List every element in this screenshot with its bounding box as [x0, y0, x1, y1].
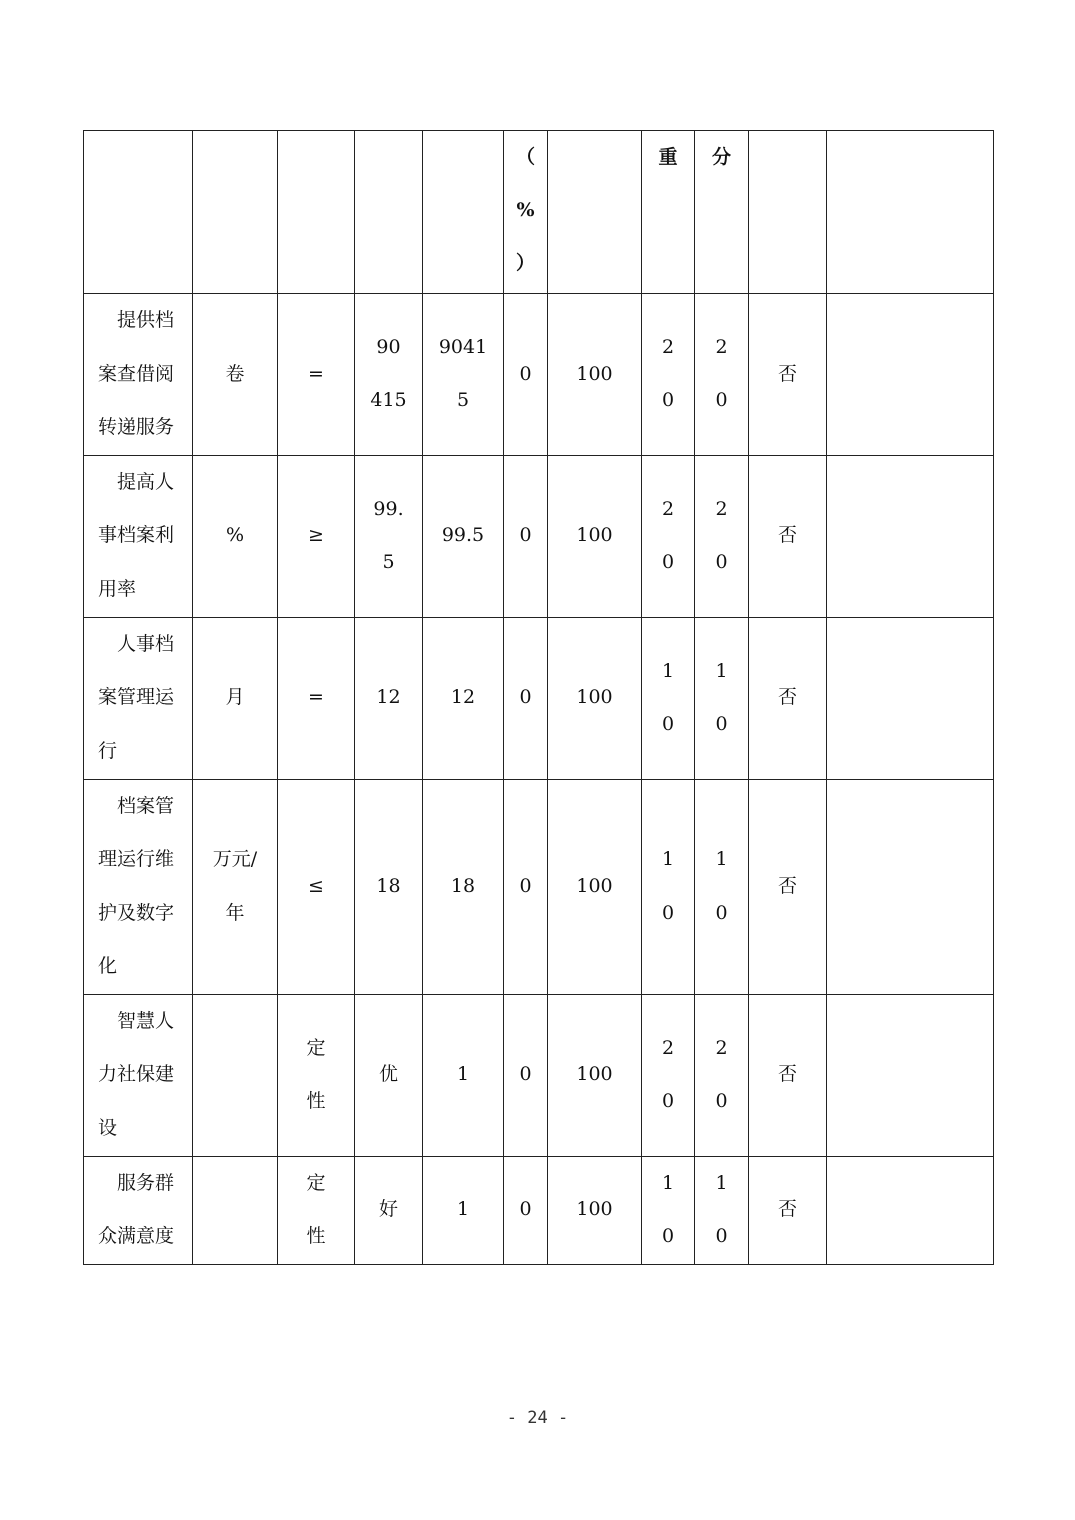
cell-unit: 月	[193, 617, 278, 779]
cell-deviation: 0	[504, 1156, 548, 1264]
cell-indicator: 服务群众满意度	[84, 1156, 193, 1264]
cell-score: 2 0	[695, 294, 749, 456]
table-row	[84, 455, 994, 617]
cell-target: 好	[355, 1156, 423, 1264]
cell-remark	[827, 779, 994, 994]
header-cell-weight: 重	[642, 131, 695, 294]
cell-actual: 9041 5	[423, 294, 504, 456]
cell-target: 18	[355, 779, 423, 994]
cell-indicator: 档案管理运行维护及数字化	[84, 779, 193, 994]
cell-remark	[827, 294, 994, 456]
header-cell-1	[84, 131, 193, 294]
cell-score: 1 0	[695, 1156, 749, 1264]
cell-weight: 2 0	[642, 455, 695, 617]
cell-score: 1 0	[695, 617, 749, 779]
table-row	[84, 617, 994, 779]
cell-score: 1 0	[695, 779, 749, 994]
cell-score-rate: 100	[548, 294, 642, 456]
cell-score-rate: 100	[548, 994, 642, 1156]
cell-op: ≤	[278, 779, 355, 994]
cell-weight: 1 0	[642, 1156, 695, 1264]
cell-indicator: 提供档案查借阅转递服务	[84, 294, 193, 456]
cell-indicator: 智慧人力社保建设	[84, 994, 193, 1156]
cell-op: 定 性	[278, 1156, 355, 1264]
cell-remark	[827, 455, 994, 617]
cell-remark	[827, 994, 994, 1156]
cell-target: 90 415	[355, 294, 423, 456]
cell-deviation: 0	[504, 294, 548, 456]
cell-score: 2 0	[695, 455, 749, 617]
cell-flag: 否	[749, 617, 827, 779]
cell-unit: %	[193, 455, 278, 617]
cell-score-rate: 100	[548, 1156, 642, 1264]
cell-flag: 否	[749, 1156, 827, 1264]
cell-flag: 否	[749, 779, 827, 994]
cell-op: =	[278, 294, 355, 456]
table-row	[84, 994, 994, 1156]
table-row	[84, 779, 994, 994]
cell-deviation: 0	[504, 455, 548, 617]
header-cell-7	[548, 131, 642, 294]
cell-unit	[193, 994, 278, 1156]
cell-op: 定 性	[278, 994, 355, 1156]
header-cell-10	[749, 131, 827, 294]
cell-flag: 否	[749, 455, 827, 617]
cell-score-rate: 100	[548, 455, 642, 617]
cell-actual: 1	[423, 994, 504, 1156]
header-cell-score: 分	[695, 131, 749, 294]
cell-target: 12	[355, 617, 423, 779]
header-cell-4	[355, 131, 423, 294]
cell-actual: 1	[423, 1156, 504, 1264]
cell-op: ≥	[278, 455, 355, 617]
cell-actual: 18	[423, 779, 504, 994]
cell-deviation: 0	[504, 994, 548, 1156]
performance-indicator-table	[83, 130, 994, 1265]
header-row	[84, 131, 994, 294]
header-cell-deviation-unit: （ % ）	[504, 131, 548, 294]
cell-weight: 2 0	[642, 994, 695, 1156]
cell-target: 99. 5	[355, 455, 423, 617]
cell-unit: 万元/ 年	[193, 779, 278, 994]
cell-remark	[827, 1156, 994, 1264]
cell-indicator: 提高人事档案利用率	[84, 455, 193, 617]
cell-flag: 否	[749, 294, 827, 456]
cell-unit	[193, 1156, 278, 1264]
cell-score: 2 0	[695, 994, 749, 1156]
cell-actual: 12	[423, 617, 504, 779]
cell-score-rate: 100	[548, 779, 642, 994]
header-cell-11	[827, 131, 994, 294]
cell-weight: 2 0	[642, 294, 695, 456]
header-cell-3	[278, 131, 355, 294]
cell-flag: 否	[749, 994, 827, 1156]
cell-unit: 卷	[193, 294, 278, 456]
cell-weight: 1 0	[642, 617, 695, 779]
cell-weight: 1 0	[642, 779, 695, 994]
page-number: - 24 -	[506, 1408, 569, 1428]
header-cell-5	[423, 131, 504, 294]
cell-deviation: 0	[504, 779, 548, 994]
table-row	[84, 294, 994, 456]
cell-deviation: 0	[504, 617, 548, 779]
cell-indicator: 人事档案管理运行	[84, 617, 193, 779]
cell-remark	[827, 617, 994, 779]
cell-target: 优	[355, 994, 423, 1156]
cell-score-rate: 100	[548, 617, 642, 779]
cell-op: =	[278, 617, 355, 779]
cell-actual: 99.5	[423, 455, 504, 617]
header-cell-2	[193, 131, 278, 294]
table-row	[84, 1156, 994, 1264]
